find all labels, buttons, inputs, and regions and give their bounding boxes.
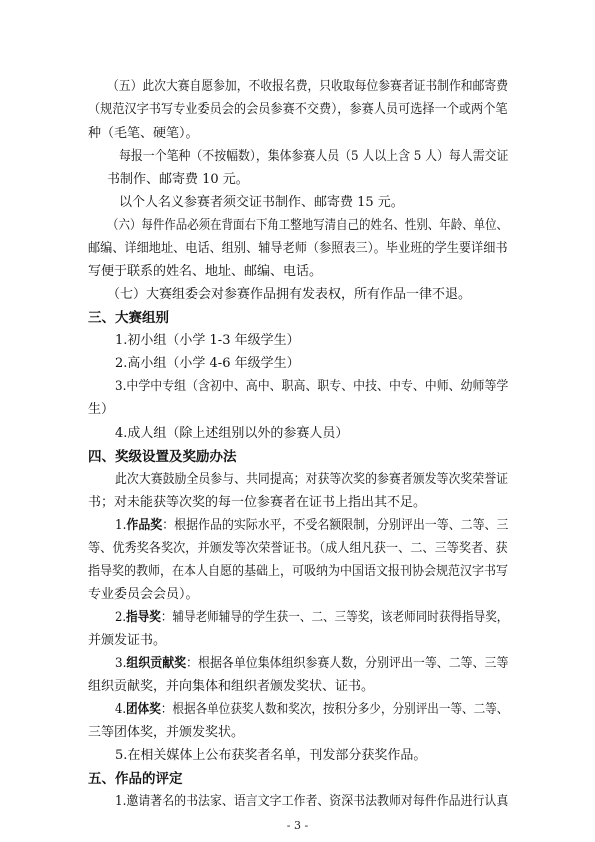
section-heading: 五、作品的评定 <box>88 771 183 787</box>
section-heading: 四、奖级设置及奖励办法 <box>88 449 237 465</box>
list-item: 3.中学中专组（含初中、高中、职高、职专、中技、中专、中师、幼师等学 <box>115 379 509 394</box>
text-line: 写便于联系的姓名、地址、邮编、电话。 <box>88 264 323 279</box>
list-item: 1.邀请著名的书法家、语言文字工作者、资深书法教师对每件作品进行认真 <box>115 794 509 809</box>
list-item: 4.成人组（除上述组别以外的参赛人员） <box>115 426 349 441</box>
text-line: （规范汉字书写专业委员会的会员参赛不交费），参赛人员可选择一个或两个笔 <box>88 102 508 117</box>
list-item: 2.高小组（小学 4-6 年级学生） <box>115 356 300 371</box>
text-line: （七）大赛组委会对参赛作品拥有发表权，所有作品一律不退。 <box>107 287 472 302</box>
list-item: 1.作品奖：根据作品的实际水平，不受名额限制，分别评出一等、二等、三 <box>115 518 509 533</box>
text-line: 指导奖的教师，在本人自愿的基础上，可吸纳为中国语文报刊协会规范汉字书写 <box>88 564 509 579</box>
list-item: 4.团体奖：根据各单位获奖人数和奖次，按积分多少，分别评出一等、二等、 <box>115 702 509 717</box>
list-item: 2.指导奖：辅导老师辅导的学生获一、二、三等奖，该老师同时获得指导奖， <box>115 610 509 625</box>
list-item: 5.在相关媒体上公布获奖者名单，刊发部分获奖作品。 <box>115 748 427 763</box>
text-line: 书；对未能获等次奖的每一位参赛者在证书上指出其不足。 <box>88 495 427 510</box>
text-line: （五）此次大赛自愿参加，不收报名费，只收取每位参赛者证书制作和邮寄费 <box>107 79 508 94</box>
text-line: 三等团体奖，并颁发奖状。 <box>88 725 245 740</box>
text-line: 每报一个笔种（不按幅数），集体参赛人员（5 人以上含 5 人）每人需交证 <box>119 149 509 164</box>
list-item: 3.组织贡献奖：根据各单位集体组织参赛人数，分别评出一等、二等、三等 <box>115 656 509 671</box>
text-line: 组织贡献奖，并向集体和组织者颁发奖状、证书。 <box>88 679 375 694</box>
list-item: 1.初小组（小学 1-3 年级学生） <box>115 333 300 348</box>
text-line: 并颁发证书。 <box>88 633 167 648</box>
text-line: 专业委员会会员）。 <box>88 587 199 602</box>
text-line: 此次大赛鼓励全员参与、共同提高；对获等次奖的参赛者颁发等次奖荣誉证 <box>115 472 509 487</box>
award-title: 团体奖 <box>126 702 161 717</box>
award-title: 指导奖 <box>126 610 161 625</box>
text-line: （六）每件作品必须在背面右下角工整地写清自己的姓名、性别、年龄、单位、 <box>107 218 509 233</box>
text-line: 书制作、邮寄费 10 元。 <box>107 172 249 187</box>
text-line: 邮编、详细地址、电话、组别、辅导老师（参照表三）。毕业班的学生要详细书 <box>88 241 508 256</box>
text-line: 生） <box>88 402 115 417</box>
section-heading: 三、大赛组别 <box>88 310 169 326</box>
page-number: - 3 - <box>286 819 309 832</box>
award-title: 作品奖 <box>126 518 163 533</box>
text-line: 等、优秀奖各奖次，并颁发等次荣誉证书。（成人组凡获一、二、三等奖者、获 <box>88 541 508 556</box>
text-line: 种（毛笔、硬笔）。 <box>88 126 199 141</box>
award-title: 组织贡献奖 <box>126 656 187 671</box>
text-line: 以个人名义参赛者须交证书制作、邮寄费 15 元。 <box>119 195 404 210</box>
